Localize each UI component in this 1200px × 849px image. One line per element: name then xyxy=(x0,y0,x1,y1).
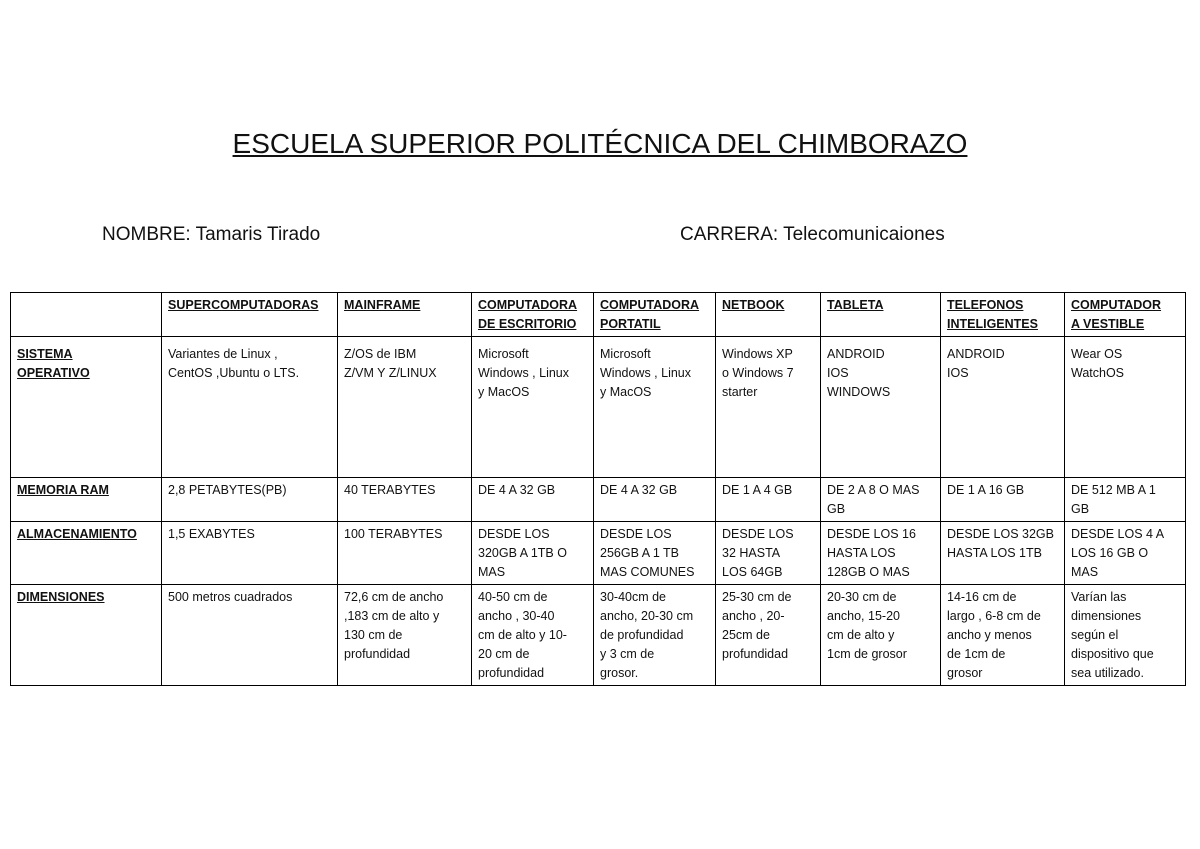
table-cell: DE 4 A 32 GB xyxy=(594,478,716,522)
header-cell-tableta: TABLETA xyxy=(821,293,941,337)
page-title: ESCUELA SUPERIOR POLITÉCNICA DEL CHIMBORAZO xyxy=(232,128,968,159)
table-cell: 1,5 EXABYTES xyxy=(162,522,338,585)
table-cell: DE 2 A 8 O MAS GB xyxy=(821,478,941,522)
table-header-row xyxy=(11,293,1186,337)
table-cell: Variantes de Linux , CentOS ,Ubuntu o LTS. xyxy=(162,337,338,478)
row-label-dimensiones: DIMENSIONES xyxy=(11,585,162,686)
table-row xyxy=(11,522,1186,585)
row-label-sistema-operativo: SISTEMA OPERATIVO xyxy=(11,337,162,478)
table-cell: DE 1 A 4 GB xyxy=(716,478,821,522)
table-cell: 40 TERABYTES xyxy=(338,478,472,522)
table-cell: DESDE LOS 32GB HASTA LOS 1TB xyxy=(941,522,1065,585)
table-cell: 14-16 cm de largo , 6-8 cm de ancho y menos de 1cm de grosor xyxy=(941,585,1065,686)
header-cell-portatil: COMPUTADORA PORTATIL xyxy=(594,293,716,337)
table-cell: 72,6 cm de ancho ,183 cm de alto y 130 cm de profundidad xyxy=(338,585,472,686)
table-cell: Microsoft Windows , Linux y MacOS xyxy=(472,337,594,478)
table-cell: ANDROID IOS WINDOWS xyxy=(821,337,941,478)
table-cell: Microsoft Windows , Linux y MacOS xyxy=(594,337,716,478)
table-cell: 30-40cm de ancho, 20-30 cm de profundidad y 3 cm de grosor. xyxy=(594,585,716,686)
header-cell-mainframe: MAINFRAME xyxy=(338,293,472,337)
row-label-memoria-ram: MEMORIA RAM xyxy=(11,478,162,522)
header-cell-netbook: NETBOOK xyxy=(716,293,821,337)
header-cell-supercomputadoras: SUPERCOMPUTADORAS xyxy=(162,293,338,337)
table-cell: 2,8 PETABYTES(PB) xyxy=(162,478,338,522)
table-cell: Z/OS de IBM Z/VM Y Z/LINUX xyxy=(338,337,472,478)
table-cell: DE 512 MB A 1 GB xyxy=(1065,478,1186,522)
table-cell: DESDE LOS 32 HASTA LOS 64GB xyxy=(716,522,821,585)
table-row xyxy=(11,585,1186,686)
comparison-table xyxy=(10,292,1186,686)
table-cell: DESDE LOS 256GB A 1 TB MAS COMUNES xyxy=(594,522,716,585)
table-cell: Windows XP o Windows 7 starter xyxy=(716,337,821,478)
table-cell: 100 TERABYTES xyxy=(338,522,472,585)
header-cell-vestible: COMPUTADOR A VESTIBLE xyxy=(1065,293,1186,337)
table-cell: Varían las dimensiones según el dispositivo que sea utilizado. xyxy=(1065,585,1186,686)
table-cell: 40-50 cm de ancho , 30-40 cm de alto y 10- 20 cm de profundidad xyxy=(472,585,594,686)
table-cell: 500 metros cuadrados xyxy=(162,585,338,686)
table-cell: DESDE LOS 4 A LOS 16 GB O MAS xyxy=(1065,522,1186,585)
header-cell-telefonos: TELEFONOS INTELIGENTES xyxy=(941,293,1065,337)
table-cell: Wear OS WatchOS xyxy=(1065,337,1186,478)
table-cell: DESDE LOS 16 HASTA LOS 128GB O MAS xyxy=(821,522,941,585)
table-row xyxy=(11,337,1186,478)
table-cell: 20-30 cm de ancho, 15-20 cm de alto y 1cm de grosor xyxy=(821,585,941,686)
table-cell: 25-30 cm de ancho , 20- 25cm de profundidad xyxy=(716,585,821,686)
table-cell: DE 1 A 16 GB xyxy=(941,478,1065,522)
table-row xyxy=(11,478,1186,522)
table-cell: DESDE LOS 320GB A 1TB O MAS xyxy=(472,522,594,585)
table-cell: DE 4 A 32 GB xyxy=(472,478,594,522)
table-cell: ANDROID IOS xyxy=(941,337,1065,478)
header-cell-escritorio: COMPUTADORA DE ESCRITORIO xyxy=(472,293,594,337)
header-cell-empty xyxy=(11,293,162,337)
row-label-almacenamiento: ALMACENAMIENTO xyxy=(11,522,162,585)
student-career: CARRERA: Telecomunicaiones xyxy=(680,224,945,245)
student-name: NOMBRE: Tamaris Tirado xyxy=(102,224,321,245)
